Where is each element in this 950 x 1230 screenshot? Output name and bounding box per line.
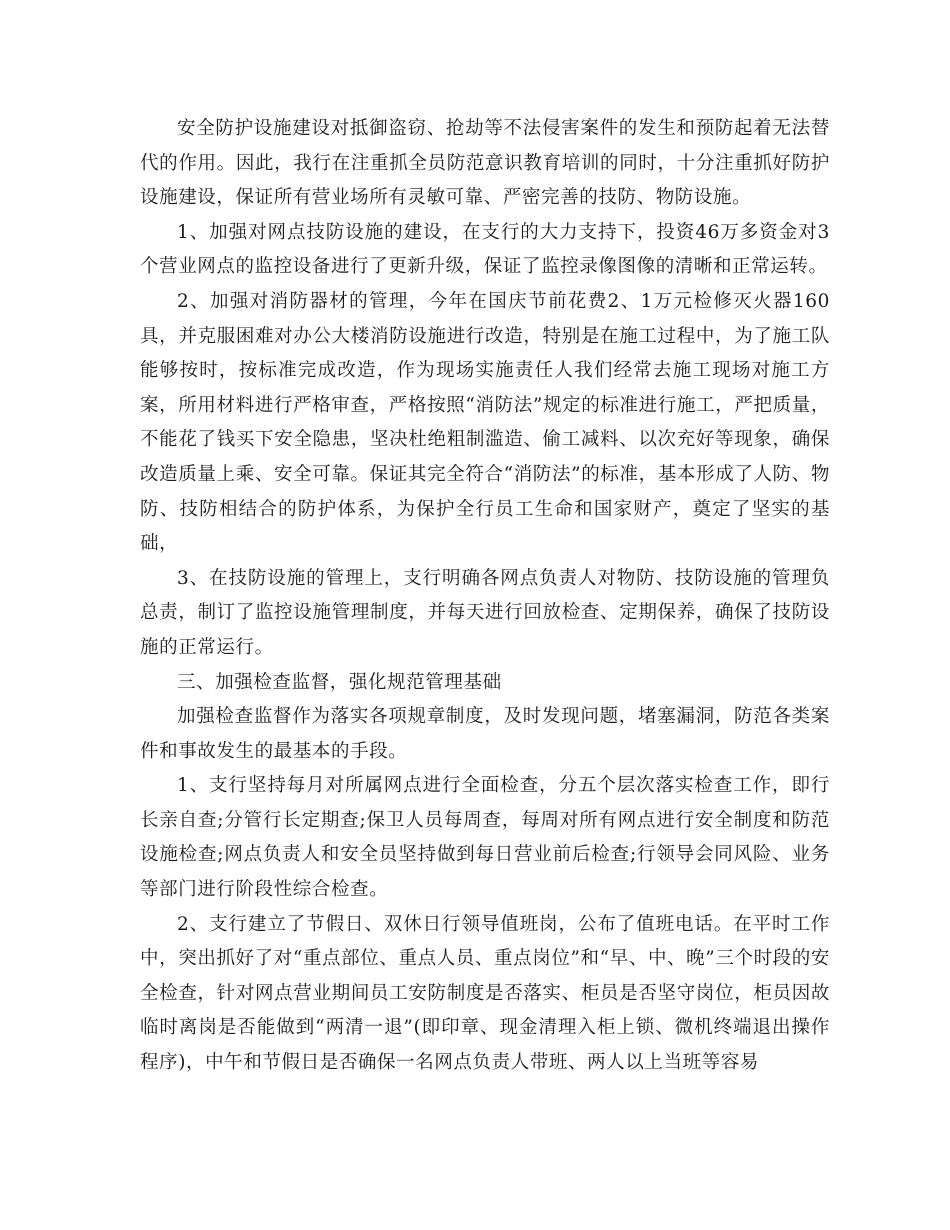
document-body bbox=[140, 112, 830, 1081]
section-heading-inspection: 三、加强检查监督，强化规范管理基础 bbox=[177, 671, 502, 693]
paragraph-item-2-fire-equipment: 2、加强对消防器材的管理，今年在国庆节前花费2、1万元检修灭火器160具，并克服困难对办公大楼消防设施进行改造，特别是在施工过程中，为了施工队能够按时，按标准完成改造，作为现场实施责任人我们经常去施工现场对施工方案，所用材料进行严格审查，严格按照“消防法”规定的标准进行施工，严把质量，不能花了钱买下安全隐患，坚决杜绝粗制滥造、偷工减料、以次充好等现象，确保改造质量上乘、安全可靠。保证其完全符合“消防法”的标准，基本形成了人防、物防、技防相结合的防护体系，为保护全行员工生命和国家财产，奠定了坚实的基础， bbox=[140, 290, 830, 555]
paragraph-security-facilities-intro: 安全防护设施建设对抵御盗窃、抢劫等不法侵害案件的发生和预防起着无法替代的作用。因此，我行在注重抓全员防范意识教育培训的同时，十分注重抓好防护设施建设，保证所有营业场所有灵敏可靠、严密完善的技防、物防设施。 bbox=[140, 118, 830, 209]
paragraph-item-3-facility-management: 3、在技防设施的管理上，支行明确各网点负责人对物防、技防设施的管理负总责，制订了监控设施管理制度，并每天进行回放检查、定期保养，确保了技防设施的正常运行。 bbox=[140, 567, 830, 658]
paragraph-item-1-tech-defense: 1、加强对网点技防设施的建设，在支行的大力支持下，投资46万多资金对3个营业网点的监控设备进行了更新升级，保证了监控录像图像的清晰和正常运转。 bbox=[140, 221, 830, 278]
paragraph-inspection-intro: 加强检查监督作为落实各项规章制度，及时发现问题，堵塞漏洞，防范各类案件和事故发生的最基本的手段。 bbox=[140, 706, 830, 762]
paragraph-inspection-item-1: 1、支行坚持每月对所属网点进行全面检查，分五个层次落实检查工作，即行长亲自查;分管行长定期查;保卫人员每周查，每周对所有网点进行安全制度和防范设施检查;网点负责人和安全员坚持做到每日营业前后检查;行领导会同风险、业务等部门进行阶段性综合检查。 bbox=[140, 775, 830, 901]
paragraph-inspection-item-2: 2、支行建立了节假日、双休日行领导值班岗，公布了值班电话。在平时工作中，突出抓好了对“重点部位、重点人员、重点岗位”和“早、中、晚”三个时段的安全检查，针对网点营业期间员工安防制度是否落实、柜员是否坚守岗位，柜员因故临时离岗是否能做到“两清一退”(即印章、现金清理入柜上锁、微机终端退出操作程序)，中午和节假日是否确保一名网点负责人带班、两人以上当班等容易 bbox=[140, 913, 830, 1074]
